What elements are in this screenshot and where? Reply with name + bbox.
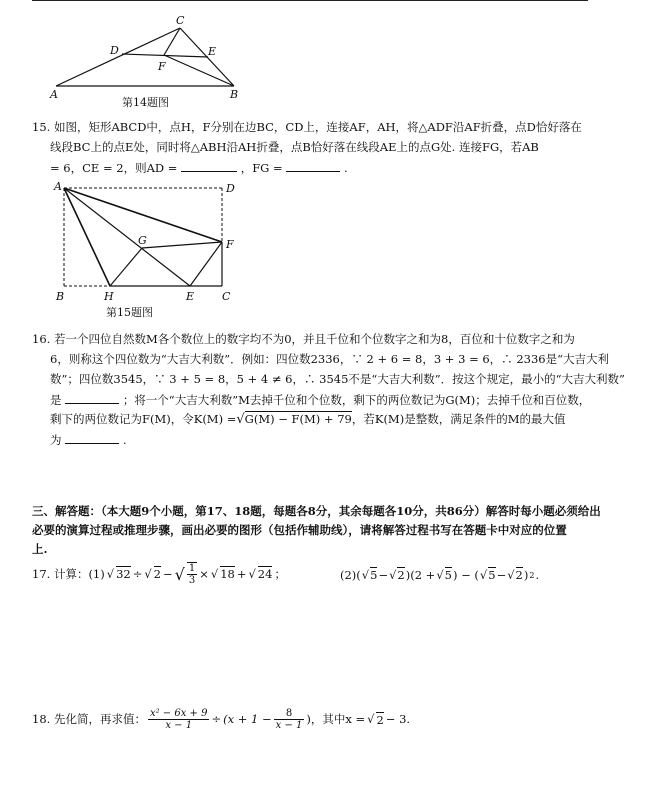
q15-line3-b: ，FG = [240,161,283,175]
q17-r5b: 5 [444,568,452,582]
q16-line4-a: 是 [50,393,62,407]
q16-line1: 16. 若一个四位自然数M各个数位上的数字均不为0，并且千位和个位数字之和为8，百位和十位数字之和为 [32,332,575,346]
q18-f1-den: x − 1 [165,720,193,731]
answer-blank-max-M[interactable] [65,432,119,444]
seg-HG [110,248,142,286]
seg-FB [164,55,234,86]
radical-sign-icon: √ [174,564,185,584]
radical-sign-icon: √ [361,567,370,582]
label-A: A [50,88,58,101]
q18-f1-num: x² − 6x + 9 [149,708,208,719]
seg-AE [64,188,190,286]
radical-sign-icon: √ [436,567,444,582]
radical-sign-icon: √ [389,567,397,582]
q17-plus: + [236,566,247,581]
q17-r24: 24 [257,567,273,581]
q16-line6 [50,432,126,448]
label-C: C [176,14,185,27]
answer-blank-FG[interactable] [286,160,340,172]
label-D: D [226,182,235,195]
label-A: A [54,180,62,193]
radical-sign-icon: √ [507,567,515,582]
q18-fraction-2 [274,708,305,731]
q16-line4 [50,392,590,408]
radical-sign-icon: √ [248,566,256,581]
section3-line3: 上. [32,542,48,556]
q17-r32: 32 [116,567,131,581]
q16-radicand: G(M) − F(M) + 79 [244,412,352,426]
q18-r2: 2 [376,712,384,727]
q17-m1: − [378,567,389,582]
q17-part2 [340,562,539,588]
section3-line2: 必要的演算过程或推理步骤，画出必要的图形（包括作辅助线），请将解答过程书写在答题卡中对应的位置 [32,523,567,537]
figure-15-caption: 第15题图 [106,306,153,319]
figure-15 [44,176,244,306]
q17-frac-num: 1 [188,563,196,574]
q17-semi: ； [274,566,286,581]
q17-r2b: 2 [397,568,405,582]
label-E: E [186,290,195,303]
q15-line3-c: . [343,161,348,175]
q18-paren-open: (x + 1 − [223,712,272,726]
radical-sign-icon: √ [479,567,488,582]
q16-line2: 6，则称这个四位数为“大吉大利数”．例如：四位数2336，∵ 2 + 6 = 8，3 + 3 = 6，∴ 2336是“大吉大利 [50,352,609,366]
q18-prefix: 18. 先化简，再求值： [32,712,146,726]
seg-AC [56,28,180,86]
q17-r2c: 2 [515,568,523,582]
q18-tail: − 3. [385,712,411,726]
q17-times: × [199,566,209,581]
q17-sup: 2 [529,570,535,580]
q17-p2-prefix: (2)( [340,567,361,582]
radical-sign-icon: √ [210,566,219,581]
radical-sign-icon: √ [367,712,375,726]
q15-line2: 线段BC上的点E处，同时将△ABH沿AH折叠，点B恰好落在线段AE上的点G处. 连接FG，若AB [50,140,539,154]
label-G: G [138,234,147,247]
q17-part1 [32,562,286,586]
figure-14-caption: 第14题图 [122,96,169,109]
seg-GF [142,242,222,248]
q16-line6-b: . [122,433,127,447]
q18-f2-den: x − 1 [275,720,303,731]
q17-end: ) [523,567,529,582]
top-rule [32,0,588,1]
q15-line1: 15. 如图，矩形ABCD中，点H，F分别在边BC，CD上，连接AF，AH，将△ADF沿AF折叠，点D恰好落在 [32,120,582,134]
q16-line5-a: 剩下的两位数记为F(M)，令K(M) = [50,412,237,426]
label-H: H [104,290,114,303]
q18-paren-close: )，其中x = [306,712,366,726]
label-D: D [110,44,119,57]
seg-EF [190,242,222,286]
q17-mid2: ) − ( [452,567,479,582]
q17-minus: − [163,566,173,581]
q18-line [32,708,410,731]
radical-sign-icon: √ [106,566,115,581]
label-E: E [208,45,217,58]
q17-prefix: 17. 计算：(1) [32,566,105,581]
q17-fraction [187,562,197,586]
q16-line6-a: 为 [50,433,62,447]
q17-r2a: 2 [153,567,161,581]
q17-div: ÷ [132,566,143,581]
label-F: F [158,60,166,73]
q15-line3-a: = 6，CE = 2，则AD = [50,161,178,175]
seg-AH [64,188,110,286]
section3-line1: 三、解答题：（本大题9个小题，第17、18题，每题各8分，其余每题各10分，共86分）解答时每小题必须给出 [32,504,601,518]
q18-fraction-1 [148,708,210,731]
q16-line4-b: ；将一个“大吉大利数”M去掉千位和个位数，剩下的两位数记为G(M)；去掉千位和百位数， [122,393,591,407]
q17-r18: 18 [220,567,235,581]
q17-period: . [535,567,540,582]
q17-frac-den: 3 [188,575,196,586]
q17-r5c: 5 [488,568,496,582]
q18-div: ÷ [211,712,222,726]
label-B: B [56,290,65,303]
q17-mid1: )(2 + [405,567,436,582]
label-C: C [222,290,231,303]
label-B: B [230,88,239,101]
q16-line5 [50,412,565,427]
answer-blank-AD[interactable] [181,160,237,172]
label-F: F [226,238,234,251]
q15-line3 [50,160,348,176]
q17-r5a: 5 [370,568,378,582]
answer-blank-smallest[interactable] [65,392,119,404]
q18-f2-num: 8 [274,708,305,720]
q16-line5-b: ，若K(M)是整数，满足条件的M的最大值 [351,412,566,426]
radical-sign-icon: √ [144,566,152,581]
q17-m2: − [496,567,507,582]
q16-line3: 数”；四位数3545，∵ 3 + 5 = 8，5 + 4 ≠ 6，∴ 3545不是“大吉大利数”．按这个规定，最小的“大吉大利数” [50,372,625,386]
radical-sign-icon: √ [236,412,245,427]
